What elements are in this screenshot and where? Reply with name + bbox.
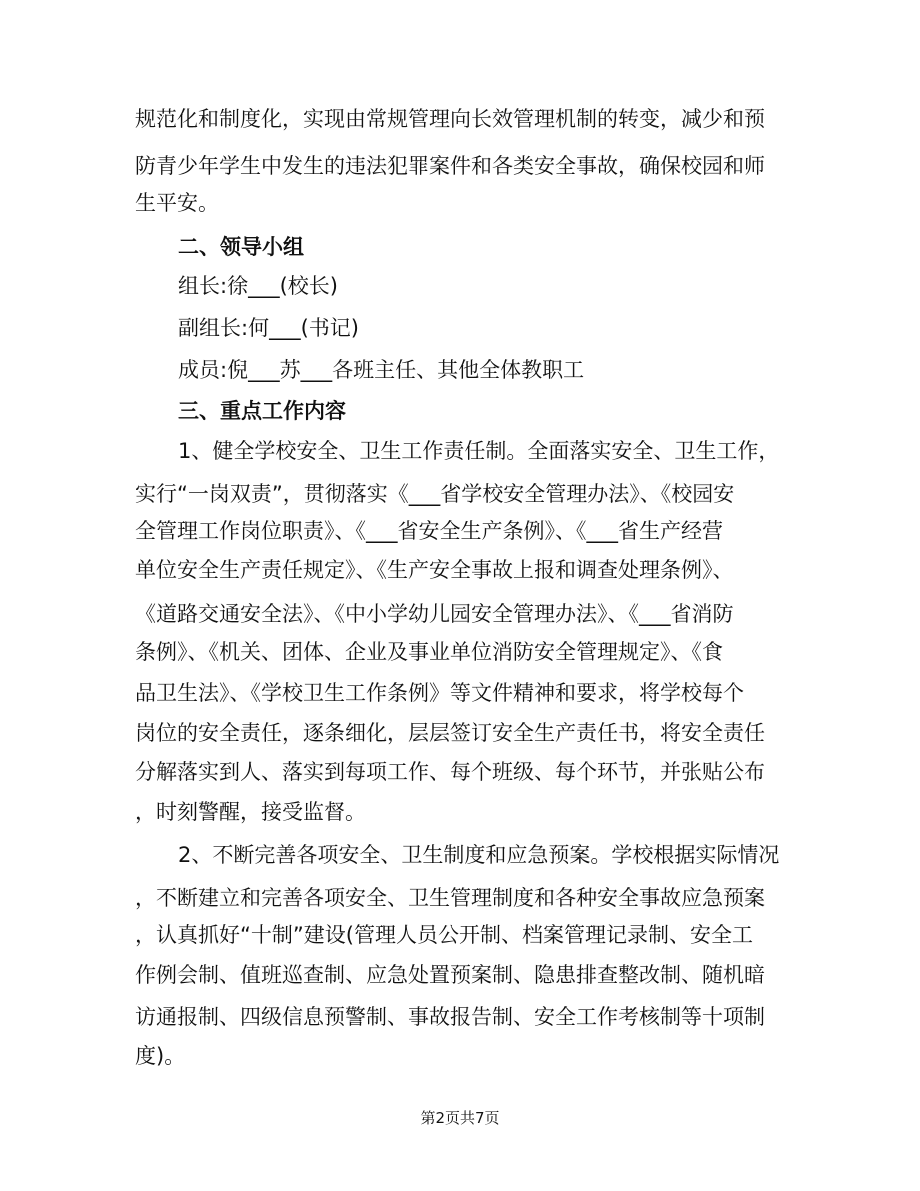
paragraph-line: 规范化和制度化，实现由常规管理向长效管理机制的转变，减少和预 bbox=[135, 107, 765, 131]
paragraph-line: 防青少年学生中发生的违法犯罪案件和各类安全事故，确保校园和师 bbox=[135, 154, 765, 178]
paragraph-line: 岗位的安全责任，逐条细化，层层签订安全生产责任书，将安全责任 bbox=[135, 721, 765, 745]
paragraph-line: 作例会制、值班巡查制、应急处置预案制、隐患排查整改制、随机暗 bbox=[135, 963, 765, 987]
section-heading-leadership: 二、领导小组 bbox=[178, 235, 304, 259]
paragraph-line: 分解落实到人、落实到每项工作、每个班级、每个环节，并张贴公布 bbox=[135, 760, 765, 784]
paragraph-line: 单位安全生产责任规定》、《生产安全事故上报和调查处理条例》、 bbox=[135, 558, 734, 582]
members-line: 成员:倪___苏___各班主任、其他全体教职工 bbox=[178, 358, 585, 382]
paragraph-line: 度)。 bbox=[135, 1044, 186, 1068]
paragraph-line: 访通报制、四级信息预警制、事故报告制、安全工作考核制等十项制 bbox=[135, 1005, 765, 1029]
deputy-leader-line: 副组长:何___(书记) bbox=[178, 316, 359, 340]
page-footer: 第2页共7页 bbox=[420, 1109, 500, 1127]
paragraph-line: 2、不断完善各项安全、卫生制度和应急预案。学校根据实际情况 bbox=[178, 843, 780, 867]
paragraph-line: 条例》、《机关、团体、企业及事业单位消防安全管理规定》、《食 bbox=[135, 640, 723, 664]
paragraph-line: 1、健全学校安全、卫生工作责任制。全面落实安全、卫生工作， bbox=[178, 439, 780, 463]
paragraph-line: 品卫生法》、《学校卫生工作条例》等文件精神和要求，将学校每个 bbox=[135, 681, 744, 705]
paragraph-line: ，不断建立和完善各项安全、卫生管理制度和各种安全事故应急预案 bbox=[135, 886, 765, 910]
paragraph-line: 全管理工作岗位职责》、《___省安全生产条例》、《___省生产经营 bbox=[135, 519, 723, 543]
paragraph-line: 实行“一岗双责”，贯彻落实《___省学校安全管理办法》、《校园安 bbox=[135, 482, 735, 506]
paragraph-line: 生平安。 bbox=[135, 191, 219, 215]
paragraph-line: 《道路交通安全法》、《中小学幼儿园安全管理办法》、《___省消防 bbox=[135, 602, 734, 626]
paragraph-line: ，认真抓好“十制”建设(管理人员公开制、档案管理记录制、安全工 bbox=[135, 923, 753, 947]
group-leader-line: 组长:徐___(校长) bbox=[178, 274, 338, 298]
paragraph-line: ，时刻警醒，接受监督。 bbox=[135, 800, 366, 824]
section-heading-key-work: 三、重点工作内容 bbox=[178, 399, 346, 423]
